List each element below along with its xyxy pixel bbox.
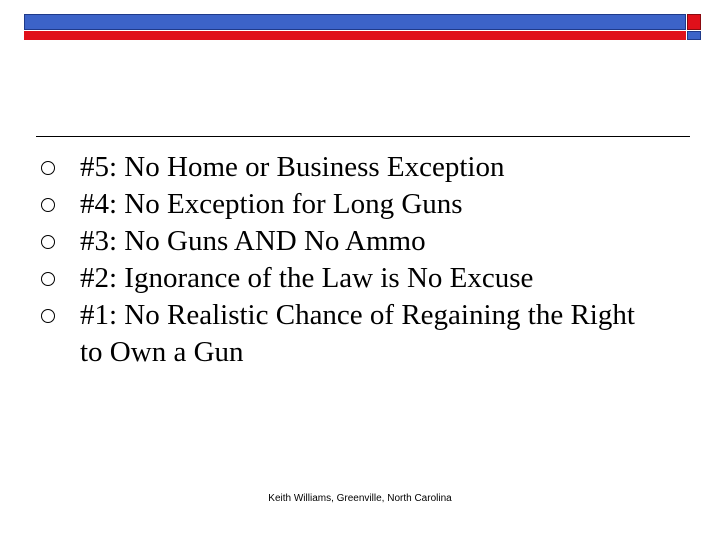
bullet-item	[0, 297, 660, 371]
bullet-text: #3: No Guns AND No Ammo	[80, 225, 426, 257]
corner-block-red	[687, 14, 701, 30]
corner-block-blue	[687, 31, 701, 40]
header-bar-red	[24, 31, 686, 40]
bullet-list	[0, 149, 720, 371]
bullet-text: #2: Ignorance of the Law is No Excuse	[80, 262, 534, 294]
bullet-item	[0, 260, 660, 297]
footer-credit: Keith Williams, Greenville, North Carolina	[268, 493, 452, 504]
hollow-circle-bullet-icon	[41, 198, 55, 212]
hollow-circle-bullet-icon	[41, 309, 55, 323]
bullet-item	[0, 149, 660, 186]
header-bar-blue	[24, 14, 686, 30]
hollow-circle-bullet-icon	[41, 272, 55, 286]
bullet-item	[0, 223, 660, 260]
hollow-circle-bullet-icon	[41, 235, 55, 249]
bullet-text: #1: No Realistic Chance of Regaining the Right to Own a Gun	[80, 299, 635, 368]
bullet-text: #5: No Home or Business Exception	[80, 151, 505, 183]
bullet-text: #4: No Exception for Long Guns	[80, 188, 463, 220]
hollow-circle-bullet-icon	[41, 161, 55, 175]
title-divider	[36, 136, 690, 137]
bullet-item	[0, 186, 660, 223]
